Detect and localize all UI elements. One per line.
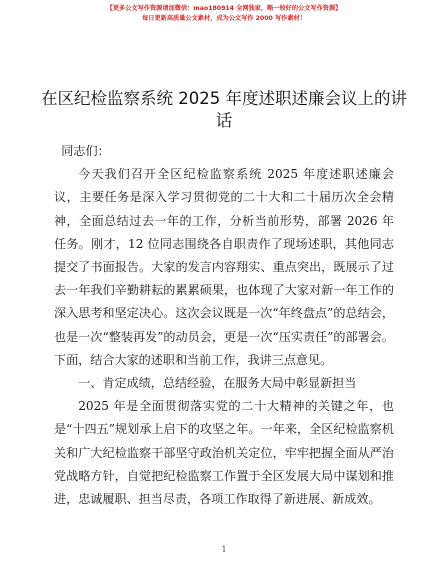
document-body bbox=[54, 140, 394, 511]
banner-line-2: 每日更新高质量公文素材，成为公文写作 2000 写作素材！ bbox=[142, 15, 306, 22]
page-number: 1 bbox=[221, 545, 227, 554]
header-banner bbox=[0, 4, 448, 24]
banner-line-1: 【更多公文写作资源请加微信：mao180914 全网独家，略一较好的公文写作资源】 bbox=[106, 5, 342, 12]
greeting: 同志们： bbox=[61, 144, 110, 158]
document-title: 在区纪检监察系统 2025 年度述职述廉会议上的讲话 bbox=[41, 89, 407, 130]
paragraph-section-1: 2025 年是全面贯彻落实党的二十大精神的关键之年，也是“十四五”规划承上启下的攻坚之年。一年来，全区纪检监察机关和广大纪检监察干部坚守政治机关定位，牢牢把握全面从严治党战略方针，自觉把纪检监察工作置于全区发展大局中谋划和推进，忠诚履职、担当尽责，各项工作取得了新进展、新成效。 bbox=[54, 399, 394, 507]
section-heading-1: 一、肯定成绩，总结经验，在服务大局中彰显新担当 bbox=[78, 376, 357, 391]
paragraph-intro: 今天我们召开全区纪检监察系统 2025 年度述职述廉会议，主要任务是深入学习贯彻党的二十大和二十届历次全会精神，全面总结过去一年的工作，分析当前形势，部署 2026 年任务。刚才，12 位同志围绕各自职责作了现场述职，其他同志提交了书面报告。大家的发言内容翔实、重点突出，既展示了过去一年我们辛勤耕耘的累累硕果，也体现了大家对新一年工作的深入思考和坚定决心。这次会议既是一次“年终盘点”的总结会，也是一次“整装再发”的动员会，更是一次“压实责任”的部署会。下面，结合大家的述职和当前工作，我讲三点意见。 bbox=[54, 167, 394, 367]
